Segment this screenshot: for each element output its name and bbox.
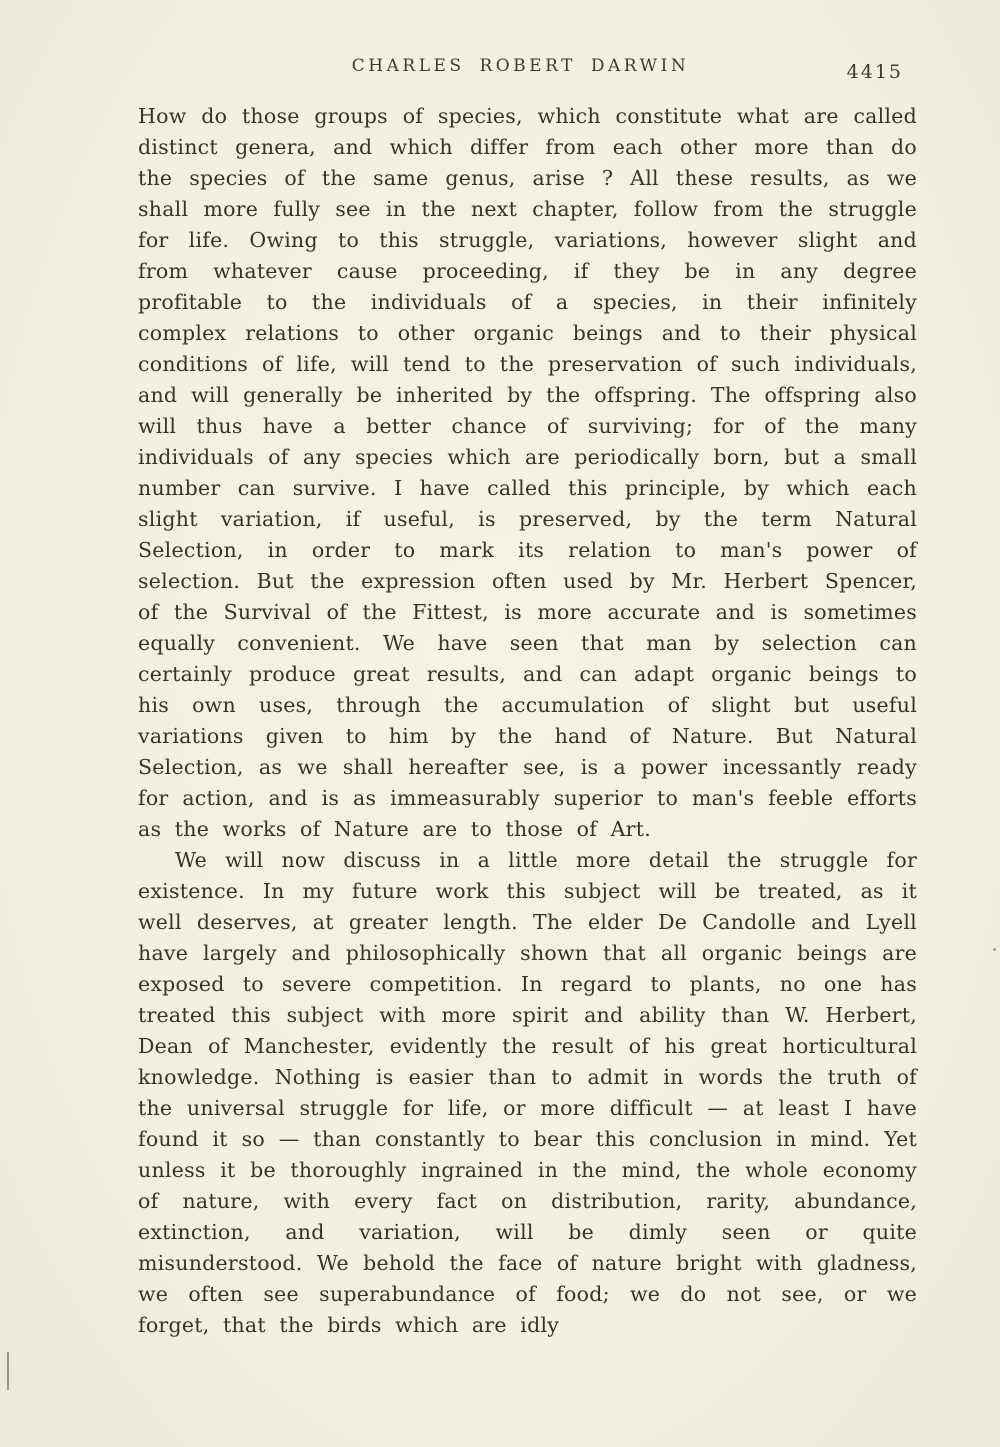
page-header [138, 56, 903, 86]
body-text [138, 101, 917, 1341]
scan-artifact-left-edge [7, 1352, 9, 1390]
running-title: CHARLES ROBERT DARWIN [351, 56, 690, 76]
scan-artifact-right-edge [993, 948, 996, 951]
paragraph-natural-selection: How do those groups of species, which constitute what are called distinct genera, and which differ from each other more than do the species of the same genus, arise ? All these results, as we shall more fully see in the next chapter, follow from the struggle for life. Owing to this struggle, variations, however slight and from whatever cause proceeding, if they be in any degree profitable to the individuals of a species, in their infinitely complex relations to other organic beings and to their physical conditions of life, will tend to the preservation of such individuals, and will generally be inherited by the offspring. The offspring also will thus have a better chance of surviving; for of the many individuals of any species which are periodically born, but a small number can survive. I have called this principle, by which each slight variation, if useful, is preserved, by the term Natural Selection, in order to mark its relation to man's power of selection. But the expression often used by Mr. Herbert Spencer, of the Survival of the Fittest, is more accurate and is sometimes equally convenient. We have seen that man by selection can certainly produce great results, and can adapt organic beings to his own uses, through the accumulation of slight but useful variations given to him by the hand of Nature. But Natural Selection, as we shall hereafter see, is a power incessantly ready for action, and is as immeasurably superior to man's feeble efforts as the works of Nature are to those of Art. [138, 104, 917, 841]
page-number: 4415 [846, 61, 903, 83]
paragraph-struggle-for-existence: We will now discuss in a little more detail the struggle for existence. In my future work this subject will be treated, as it well deserves, at greater length. The elder De Candolle and Lyell have largely and philosophically shown that all organic beings are exposed to severe competition. In regard to plants, no one has treated this subject with more spirit and ability than W. Herbert, Dean of Manchester, evidently the result of his great horticultural knowledge. Nothing is easier than to admit in words the truth of the universal struggle for life, or more difficult — at least I have found it so — than constantly to bear this conclusion in mind. Yet unless it be thoroughly ingrained in the mind, the whole economy of nature, with every fact on distribution, rarity, abundance, extinction, and variation, will be dimly seen or quite misunderstood. We behold the face of nature bright with gladness, we often see superabundance of food; we do not see, or we forget, that the birds which are idly [138, 848, 917, 1337]
